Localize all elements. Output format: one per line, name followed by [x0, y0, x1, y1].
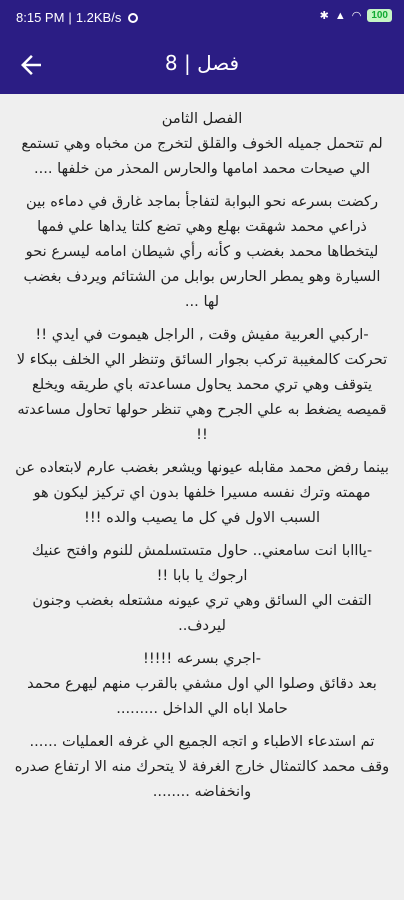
- battery-icon: [367, 9, 392, 22]
- status-separator: |: [68, 10, 72, 25]
- status-right: [320, 9, 392, 22]
- paragraph: بينما رفض محمد مقابله عيونها ويشعر بغضب عارم لابتعاده عن مهمته وترك نفسه مسيرا خلفها بدون اي تركيز ليكون هو السبب الاول في كل ما يصيب والده !!!: [15, 459, 389, 526]
- wifi-icon: ◠: [351, 10, 362, 22]
- paragraph: تم استدعاء الاطباء و اتجه الجميع الي غرفه العمليات ...... وقف محمد كالتمثال خارج الغرفة لا يتحرك منه الا ارتفاع صدره وانخفاضه ........: [14, 733, 390, 800]
- page-title: فصل | 8: [164, 51, 240, 75]
- status-bar: [0, 0, 404, 36]
- settings-icon: [128, 13, 138, 23]
- status-time: 8:15 PM: [16, 10, 65, 25]
- battery-level: 100: [371, 10, 388, 21]
- paragraph: ركضت بسرعه نحو البوابة لتفاجأ بماجد غارق في دماءه بين ذراعي محمد شهقت بهلع وهي تضع كلتا يداها علي فمها ليتخطاها محمد بغضب و كأنه رأي شيطان امامه ليسرع نحو السيارة وهو يمطر الحارس بوابل من الشتائم ويردف بغضب لها ...: [23, 193, 381, 310]
- chapter-content[interactable]: [0, 94, 404, 900]
- app-bar: [0, 36, 404, 94]
- paragraph: -اجري بسرعه !!!!! بعد دقائق وصلوا الي اول مشفي بالقرب منهم ليهرع محمد حاملا اباه الي الداخل .........: [27, 650, 377, 717]
- paragraph: الفصل الثامن لم تتحمل جميله الخوف والقلق لتخرج من مخباه وهي تستمع الي صيحات محمد امامها والحارس المحذر من خلفها ....: [21, 110, 383, 177]
- paragraph: -اركبي العربية مفيش وقت , الراجل هيموت في ايدي !! تحركت كالمغيبة تركب بجوار السائق وتنظر الي الخلف ببكاء لا يتوقف وهي تري محمد يحاول مساعدته باي طريقه ويخلع قميصه يضغط به علي الجرح وهي تنظر حولها تحاول مساعدته !!: [16, 326, 388, 443]
- status-left: [16, 10, 138, 25]
- status-speed: 1.2KB/s: [75, 10, 122, 25]
- bluetooth-icon: ✱: [319, 10, 329, 22]
- paragraph: -يااابا انت سامعني.. حاول متستسلمش للنوم وافتح عنيك ارجوك يا بابا !! التفت الي السائق وهي تري عيونه مشتعله بغضب وجنون ليردف..: [31, 542, 373, 634]
- signal-icon: ▲: [334, 9, 346, 22]
